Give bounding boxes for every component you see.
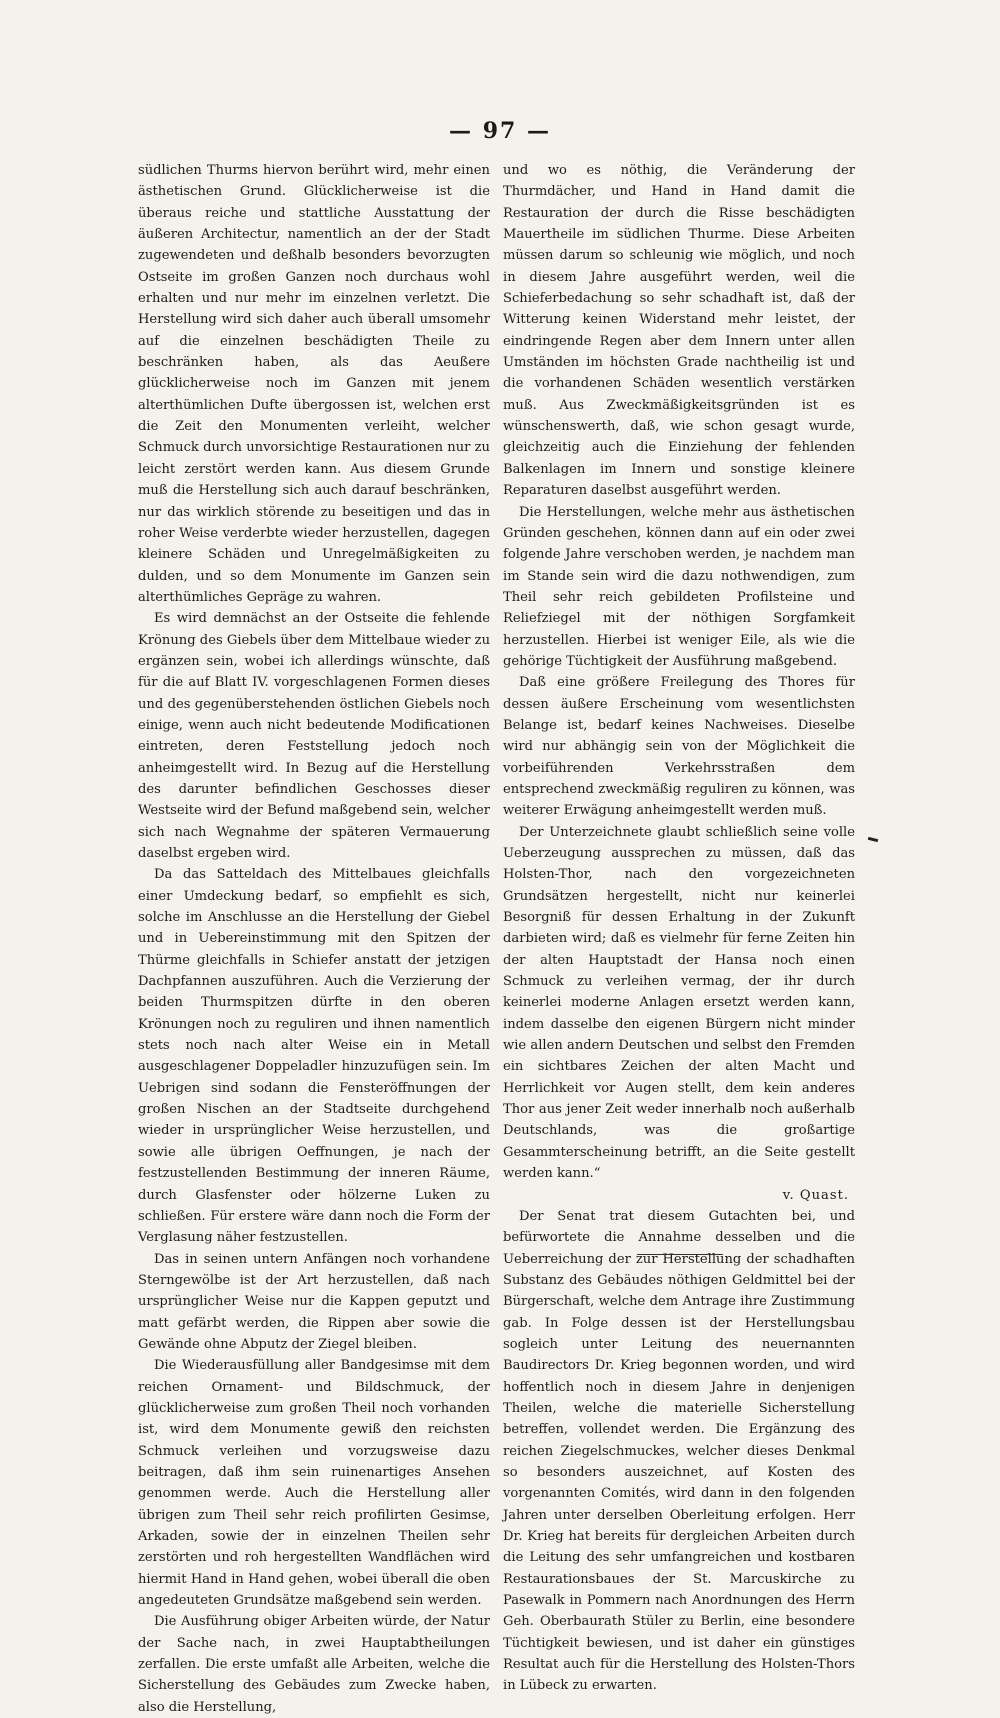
right-column [503, 160, 855, 1697]
paragraph: Es wird demnächst an der Ostseite die fehlende Krönung des Giebels über dem Mittelbaue wieder zu ergänzen sein, wobei ich allerdings wünschte, daß für die auf Blatt IV. vorgeschlagenen Formen dieses und des gegenüberstehenden östlichen Giebels noch einige, wenn auch nicht bedeutende Modificationen eintreten, deren Feststellung jedoch noch anheimgestellt wird. In Bezug auf die Herstellung des darunter befindlichen Geschosses dieser Westseite wird der Befund maßgebend sein, welcher sich nach Wegnahme der späteren Vermauerung daselbst ergeben wird. [138, 611, 490, 861]
paragraph: Daß eine größere Freilegung des Thores für dessen äußere Erscheinung vom wesentlichsten Belange ist, bedarf keines Nachweises. Dieselbe wird nur abhängig sein von der Möglichkeit die vorbeiführenden Verkehrsstraßen dem entsprechend zweckmäßig reguliren zu können, was weiterer Erwägung anheimgestellt werden muß. [503, 675, 855, 819]
margin-mark [868, 837, 878, 842]
paragraph: Die Ausführung obiger Arbeiten würde, der Natur der Sache nach, in zwei Hauptabtheilungen zerfallen. Die erste umfaßt alle Arbeiten, welche die Sicherstellung des Gebäudes zum Zwecke haben, also die Herstellung, [138, 1614, 490, 1715]
closing-rule [637, 1254, 723, 1255]
paragraph: südlichen Thurms hiervon berührt wird, mehr einen ästhetischen Grund. Glücklicherweise ist die überaus reiche und stattliche Ausstattung der äußeren Architectur, namentlich an der der Stadt zugewendeten und deßhalb besonders bevorzugten Ostseite im großen Ganzen noch durchaus wohl erhalten und nur mehr im einzelnen verletzt. Die Herstellung wird sich daher auch überall umsomehr auf die einzelnen beschädigten Theile zu beschränken haben, als das Aeußere glücklicherweise noch im Ganzen mit jenem alterthümlichen Dufte übergossen ist, welchen erst die Zeit den Monumenten verleiht, welcher Schmuck durch unvorsichtige Restaurationen nur zu leicht zerstört werden kann. Aus diesem Grunde muß die Herstellung sich auch darauf beschränken, nur das wirklich störende zu beseitigen und das in roher Weise verderbte wieder herzustellen, dagegen kleinere Schäden und Unregelmäßigkeiten zu dulden, und so dem Monumente im Ganzen sein alterthümliches Gepräge zu wahren. [138, 163, 490, 605]
paragraph: Die Wiederausfüllung aller Bandgesimse mit dem reichen Ornament- und Bildschmuck, der glücklicherweise zum großen Theil noch vorhanden ist, wird dem Monumente gewiß den reichsten Schmuck verleihen und vorzugsweise dazu beitragen, daß ihm sein ruinenartiges Ansehen genommen werde. Auch die Herstellung aller übrigen zum Theil sehr reich profilirten Gesimse, Arkaden, sowie der in einzelnen Theilen sehr zerstörten und roh hergestellten Wandflächen wird hiermit Hand in Hand gehen, wobei überall die oben angedeuteten Grundsätze maßgebend sein werden. [138, 1358, 490, 1609]
left-column [138, 160, 490, 1718]
paragraph: Der Senat trat diesem Gutachten bei, und befürwortete die Annahme desselben und die Ueberreichung der zur Herstellung der schadhaften Substanz des Gebäudes nöthigen Geldmittel bei der Bürgerschaft, welche dem Antrage ihre Zustimmung gab. In Folge dessen ist der Herstellungsbau sogleich unter Leitung des neuernannten Baudirectors Dr. Krieg begonnen worden, und wird hoffentlich noch in diesem Jahre in denjenigen Theilen, welche die materielle Sicherstellung betreffen, vollendet werden. Die Ergänzung des reichen Ziegelschmuckes, welcher dieses Denkmal so besonders auszeichnet, auf Kosten des vorgenannten Comités, wird dann in den folgenden Jahren unter derselben Oberleitung erfolgen. Herr Dr. Krieg hat bereits für dergleichen Arbeiten durch die Leitung des sehr umfangreichen und kostbaren Restaurationsbaues der St. Marcuskirche zu Pasewalk in Pommern nach Anordnungen des Herrn Geh. Oberbaurath Stüler zu Berlin, eine besondere Tüchtigkeit bewiesen, und ist daher ein günstiges Resultat auch für die Herstellung des Holsten-Thors in Lübeck zu erwarten. [503, 1208, 855, 1694]
page-number: — 97 — [449, 118, 551, 144]
paragraph: Die Herstellungen, welche mehr aus ästhetischen Gründen geschehen, können dann auf ein oder zwei folgende Jahre verschoben werden, je nachdem man im Stande sein wird die dazu nothwendigen, zum Theil sehr reich gebildeten Profilsteine und Reliefziegel mit der nöthigen Sorgfamkeit herzustellen. Hierbei ist weniger Eile, als wie die gehörige Tüchtigkeit der Ausführung maßgebend. [503, 504, 855, 669]
signature: v. Quast. [782, 1187, 849, 1203]
paragraph: und wo es nöthig, die Veränderung der Thurmdächer, und Hand in Hand damit die Restauration der durch die Risse beschädigten Mauertheile im südlichen Thurme. Diese Arbeiten müssen darum so schleunig wie möglich, und noch in diesem Jahre ausgeführt werden, weil die Schieferbedachung so sehr schadhaft ist, daß der Witterung keinen Widerstand mehr leistet, der eindringende Regen aber dem Innern unter allen Umständen im höchsten Grade nachtheilig ist und die vorhandenen Schäden wesentlich verstärken muß. Aus Zweckmäßigkeitsgründen ist es wünschenswerth, daß, wie schon gesagt wurde, gleichzeitig auch die Einziehung der fehlenden Balkenlagen im Innern und sonstige kleinere Reparaturen daselbst ausgeführt werden. [503, 163, 855, 499]
paragraph: Das in seinen untern Anfängen noch vorhandene Sterngewölbe ist der Art herzustellen, daß nach ursprünglicher Weise nur die Kappen geputzt und matt gefärbt werden, die Rippen aber sowie die Gewände ohne Abputz der Ziegel bleiben. [138, 1251, 490, 1352]
paragraph: Der Unterzeichnete glaubt schließlich seine volle Ueberzeugung aussprechen zu müssen, daß das Holsten-Thor, nach den vorgezeichneten Grundsätzen hergestellt, nicht nur keinerlei Besorgniß für dessen Erhaltung in der Zukunft darbieten wird; daß es vielmehr für ferne Zeiten hin der alten Hauptstadt der Hansa noch einen Schmuck zu verleihen vermag, der ihr durch keinerlei moderne Anlagen ersetzt werden kann, indem dasselbe den eigenen Bürgern nicht minder wie allen andern Deutschen und selbst den Fremden ein sichtbares Zeichen der alten Macht und Herrlichkeit vor Augen stellt, dem kein anderes Thor aus jener Zeit weder innerhalb noch außerhalb Deutschlands, was die großartige Gesammterscheinung betrifft, an die Seite gestellt werden kann.“ [503, 824, 855, 1182]
paragraph: Da das Satteldach des Mittelbaues gleichfalls einer Umdeckung bedarf, so empfiehlt es sich, solche im Anschlusse an die Herstellung der Giebel und in Uebereinstimmung mit den Spitzen der Thürme gleichfalls in Schiefer anstatt der jetzigen Dachpfannen auszuführen. Auch die Verzierung der beiden Thurmspitzen dürfte in den oberen Krönungen noch zu reguliren und ihnen namentlich stets noch nach alter Weise ein in Metall ausgeschlagener Doppeladler hinzuzufügen sein. Im Uebrigen sind sodann die Fensteröffnungen der großen Nischen an der Stadtseite durchgehend wieder in ursprünglicher Weise herzustellen, und sowie alle übrigen Oeffnungen, je nach der festzustellenden Bestimmung der inneren Räume, durch Glasfenster oder hölzerne Luken zu schließen. Für erstere wäre dann noch die Form der Verglasung näher festzustellen. [138, 867, 490, 1246]
